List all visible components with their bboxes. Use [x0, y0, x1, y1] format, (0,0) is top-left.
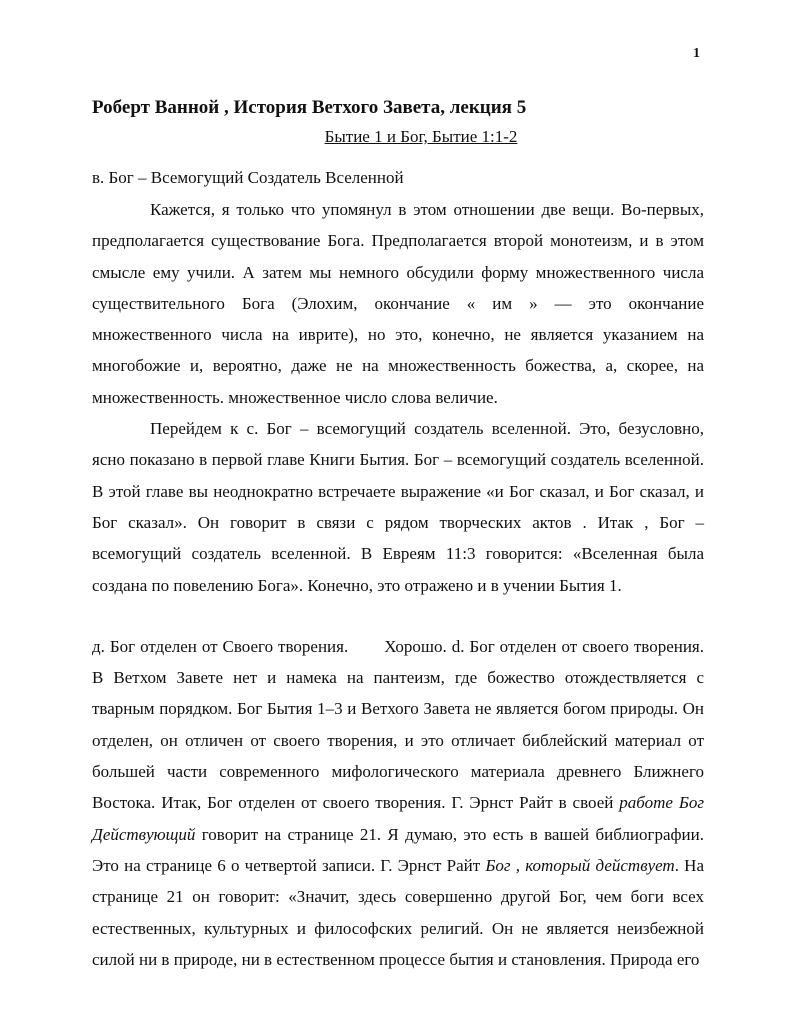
section-d-text-2: говорит на странице 21. Я думаю, это есть в вашей библиографии. Это на странице 6 о четвертой записи. Г. Эрнст Райт	[92, 824, 704, 875]
section-c-paragraph-2: Перейдем к с. Бог – всемогущий создатель вселенной. Это, безусловно, ясно показано в первой главе Книги Бытия. Бог – всемогущий создатель вселенной. В этой главе вы неоднократно встречаете выражение «и Бог сказал, и Бог сказал, и Бог сказал». Он говорит в связи с рядом творческих актов . Итак , Бог – всемогущий создатель вселенной. В Евреям 11:3 говорится: «Вселенная была создана по повелению Бога». Конечно, это отражено и в учении Бытия 1.	[92, 419, 704, 595]
book-title-italic-2: Бог , который действует	[485, 855, 675, 875]
section-c-paragraph-1: Кажется, я только что упомянул в этом отношении две вещи. Во-первых, предполагается существование Бога. Предполагается второй монотеизм, и в этом смысле ему учили. А затем мы немного обсудили форму множественного числа существительного Бога (Элохим, окончание « им » — это окончание множественного числа на иврите), но это, конечно, не является указанием на многобожие и, вероятно, даже не на множественность божества, а, скорее, на множественность. множественное число слова величие.	[92, 200, 704, 407]
book-title-italic-1: работе Бог Действующий	[92, 793, 704, 844]
document-subtitle: Бытие 1 и Бог, Бытие 1:1-2	[324, 127, 518, 146]
section-d-heading: д. Бог отделен от Своего творения.	[92, 636, 349, 656]
document-body	[92, 94, 704, 975]
section-c-heading: в. Бог – Всемогущий Создатель Вселенной	[92, 168, 404, 187]
section-d-text-3: . На странице 21 он говорит: «Значит, здесь совершенно другой Бог, чем боги всех естественных, культурных и философских религий. Он не является неизбежной силой ни в природе, ни в естественном процессе бытия и становления. Природа его	[92, 855, 704, 969]
page-number: 1	[693, 46, 700, 61]
section-d-text-1: Хорошо. d. Бог отделен от своего творения. В Ветхом Завете нет и намека на пантеизм, где божество отождествляется с тварным порядком. Бог Бытия 1–3 и Ветхого Завета не является богом природы. Он отделен, он отличен от своего творения, и это отличает библейский материал от большей части современного мифологического материала древнего Ближнего Востока. Итак, Бог отделен от своего творения. Г. Эрнст Райт в своей	[92, 636, 705, 813]
document-title: Роберт Ванной , История Ветхого Завета, лекция 5	[92, 97, 527, 118]
section-d-paragraph	[92, 631, 704, 975]
